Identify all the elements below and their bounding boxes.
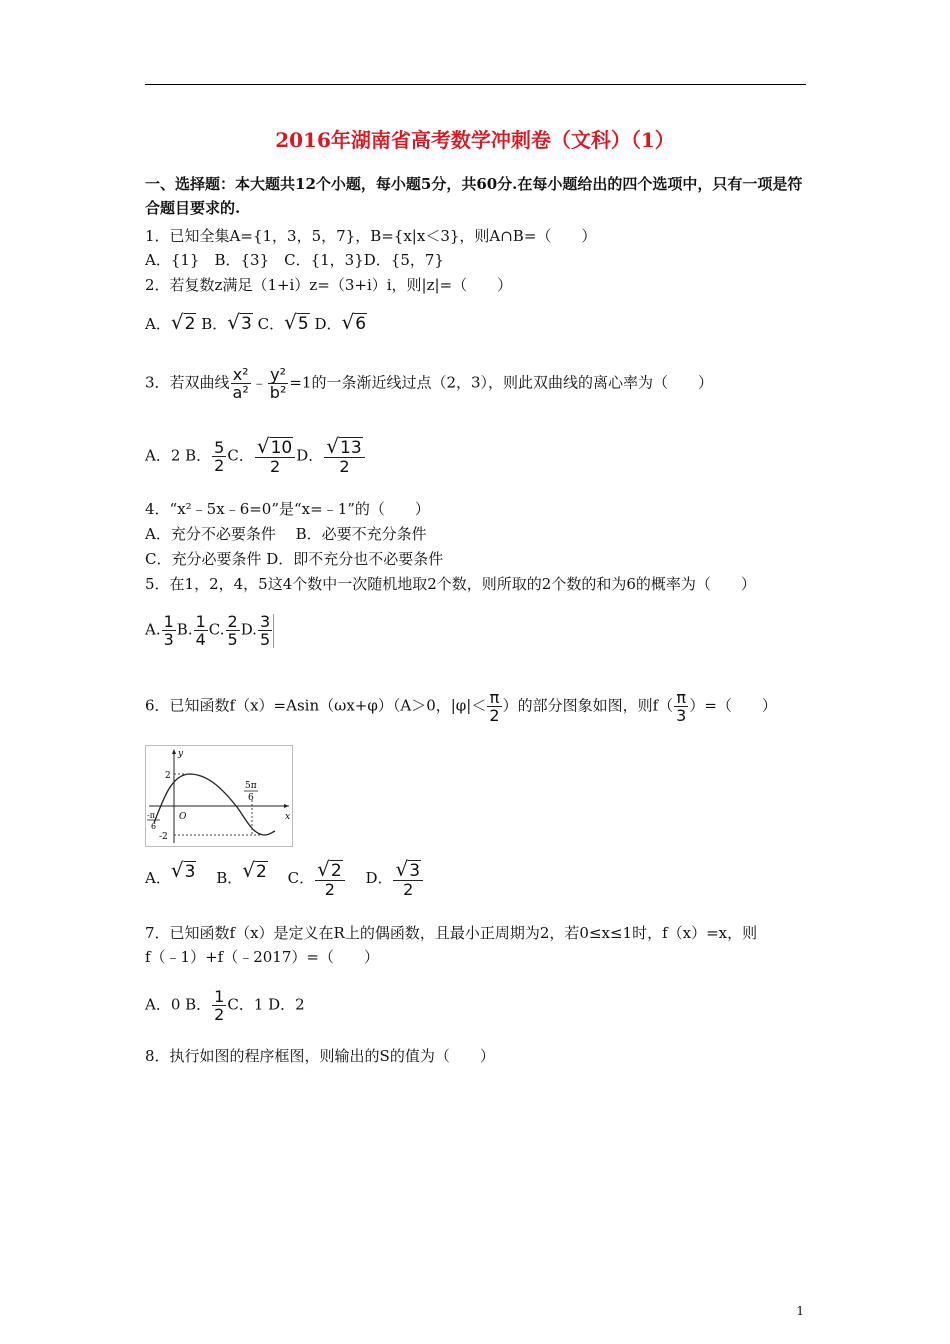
sqrt-5: √5	[284, 310, 309, 334]
q4-stem: 4．“x²﹣5x﹣6=0”是“x=﹣1”的（ ）	[145, 500, 430, 518]
q5-stem: 5．在1，2，4，5这4个数中一次随机地取2个数，则所取的2个数的和为6的概率为（ ）	[145, 575, 756, 593]
q7-options: A．0 B． $\frac{1}{2}$ C．1 D．2	[145, 987, 305, 1024]
q3-options: A．2 B． $\frac{5}{2}$ C． $\frac{√10}{2}$ D． $\frac{√13}{2}$	[145, 438, 366, 475]
frac-sqrt13-2: $\frac{√13}{2}$	[324, 438, 364, 475]
frac-sqrt10-2: $\frac{√10}{2}$	[255, 438, 295, 475]
header-rule	[145, 84, 806, 85]
frac-1-2: $\frac{1}{2}$	[214, 987, 225, 1024]
q4-options-ab: A．充分不必要条件 B．必要不充分条件	[145, 525, 427, 543]
label-six-b: 6	[151, 822, 157, 831]
label-two: 2	[165, 771, 171, 781]
page-title: 2016年湖南省高考数学冲刺卷（文科）（1）	[275, 128, 675, 152]
frac-sqrt2-2: $\frac{√2}{2}$	[315, 861, 345, 898]
sqrt-6: √6	[341, 310, 367, 334]
q1-options: A．{1} B．{3} C．{1，3}D．{5，7}	[145, 251, 444, 269]
sqrt-3-opt: √3	[170, 858, 196, 882]
label-x: x	[285, 812, 291, 822]
q8-stem: 8．执行如图的程序框图，则输出的S的值为（ ）	[145, 1047, 495, 1065]
q5-options: A. $\frac{1}{3}$ B. $\frac{1}{4}$ C. $\frac{2}{5}$ D. $\frac{3}{5}$	[145, 613, 274, 648]
sqrt-2: √2	[170, 310, 196, 334]
label-o: O	[179, 812, 187, 822]
q1-stem: 1．已知全集A={1，3，5，7}，B={x|x＜3}，则A∩B=（ ）	[145, 227, 597, 245]
q6-stem: 6．已知函数f（x）=Asin（ωx+φ）（A＞0，|φ|＜ $\frac{\pi}{2}$ ）的部分图象如图，则f（ $\frac{\pi}{3}$ ）=（ ）	[145, 688, 777, 725]
frac-2-5: $\frac{2}{5}$	[227, 612, 238, 649]
label-y: y	[178, 749, 184, 759]
label-five-pi: 5π	[245, 781, 257, 791]
frac-5-2: $\frac{5}{2}$	[214, 438, 225, 475]
q2-options: A．√2 B．√3 C．√5 D．√6	[145, 310, 367, 334]
label-six: 6	[248, 793, 254, 803]
frac-1-3: $\frac{1}{3}$	[163, 612, 174, 649]
frac-pi-2: $\frac{\pi}{2}$	[489, 688, 500, 725]
q2-stem: 2．若复数z满足（1+i）z=（3+i）i，则|z|=（ ）	[145, 276, 513, 294]
label-neg-pi: -π	[147, 811, 155, 820]
q3-stem: 3．若双曲线 $\frac{\text{x²}}{\text{a²}}$ ﹣ $\frac{\text{y²}}{\text{b²}}$ =1的一条渐近线过点（2，3），则此双曲线的离心率为（ ）	[145, 365, 714, 402]
q6-options: A．√3 B．√2 C． $\frac{√2}{2}$ D． $\frac{√3}{2}$	[145, 860, 424, 898]
section-heading: 一、选择题：本大题共12个小题，每小题5分，共60分.在每小题给出的四个选项中，只有一项是符合题目要求的.	[145, 175, 803, 217]
sine-graph-figure	[145, 745, 293, 847]
label-neg-two: -2	[159, 832, 168, 842]
sqrt-2-opt: √2	[242, 858, 267, 882]
frac-1-4: $\frac{1}{4}$	[195, 612, 206, 649]
page-number: 1	[796, 1304, 804, 1318]
frac-x2-a2: $\frac{\text{x²}}{\text{a²}}$	[232, 365, 249, 402]
frac-y2-b2: $\frac{\text{y²}}{\text{b²}}$	[269, 365, 287, 402]
sqrt-3: √3	[227, 310, 252, 334]
frac-sqrt3-2: $\frac{√3}{2}$	[393, 861, 423, 898]
q7-stem-2: f（﹣1）+f（﹣2017）=（ ）	[145, 948, 379, 966]
frac-3-5: $\frac{3}{5}$	[259, 612, 271, 649]
q7-stem: 7．已知函数f（x）是定义在R上的偶函数，且最小正周期为2，若0≤x≤1时，f（x）=x，则	[145, 924, 758, 942]
q4-options-cd: C．充分必要条件 D．即不充分也不必要条件	[145, 550, 444, 568]
frac-pi-3: $\frac{\pi}{3}$	[676, 688, 687, 725]
